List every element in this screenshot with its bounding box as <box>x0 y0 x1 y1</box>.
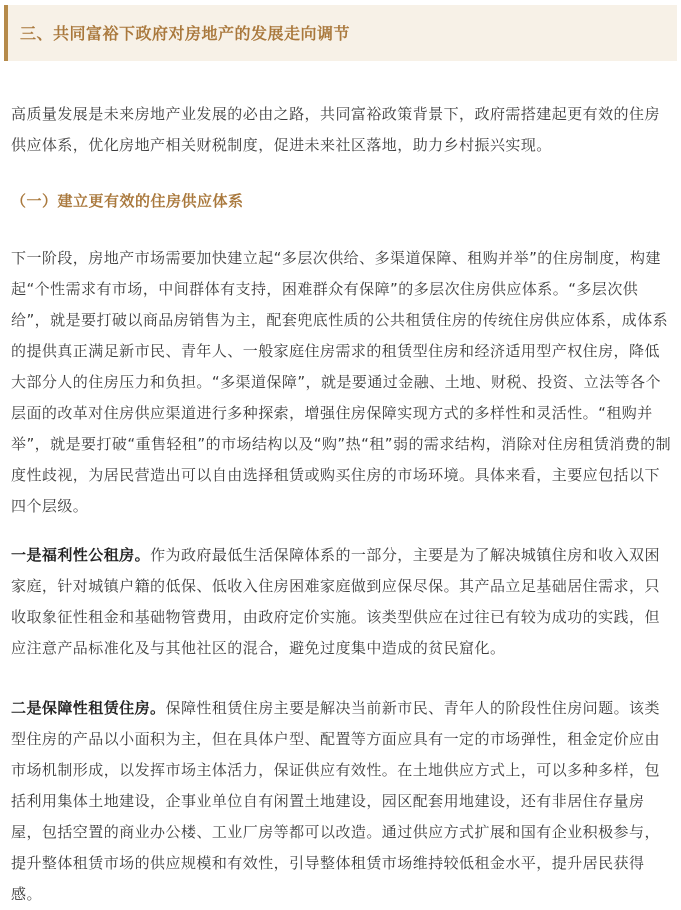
section-title: 三、共同富裕下政府对房地产的发展走向调节 <box>20 24 351 43</box>
subsection-title: （一）建立更有效的住房供应体系 <box>11 192 244 210</box>
public-rental-text: 作为政府最低生活保障体系的一部分，主要是为了解决城镇住房和收入双困家庭，针对城镇户籍的低保、低收入住房困难家庭做到应保尽保。其产品立足基础居住需求，只收取象征性租金和基础物管费用，由政府定价实施。该类型供应在过往已有较为成功的实践，但应注意产品标准化及与其他社区的混合，避免过度集中造成的贫民窟化。 <box>11 546 660 657</box>
supply-system-paragraph: 下一阶段，房地产市场需要加快建立起“多层次供给、多渠道保障、租购并举”的住房制度，构建起“个性需求有市场，中间群体有支持，困难群众有保障”的多层次住房供应体系。“多层次供给”，就是要打破以商品房销售为主，配套兜底性质的公共租赁住房的传统住房供应体系，成体系的提供真正满足新市民、青年人、一般家庭住房需求的租赁型住房和经济适用型产权住房，降低大部分人的住房压力和负担。“多渠道保障”，就是要通过金融、土地、财税、投资、立法等各个层面的改革对住房供应渠道进行多种探索，增强住房保障实现方式的多样性和灵活性。“租购并举”，就是要打破“重售轻租”的市场结构以及“购”热“租”弱的需求结构，消除对住房租赁消费的制度性歧视，为居民营造出可以自由选择租赁或购买住房的市场环境。具体来看，主要应包括以下四个层级。 <box>11 249 672 515</box>
affordable-rental-paragraph <box>11 693 674 910</box>
public-rental-paragraph <box>11 540 674 664</box>
affordable-rental-text: 保障性租赁住房主要是解决当前新市民、青年人的阶段性住房问题。该类型住房的产品以小面积为主，但在具体户型、配置等方面应具有一定的市场弹性，租金定价应由市场机制形成，以发挥市场主体活力，保证供应有效性。在土地供应方式上，可以多种多样，包括利用集体土地建设，企事业单位自有闲置土地建设，园区配套用地建设，还有非居住存量房屋，包括空置的商业办公楼、工业厂房等都可以改造。通过供应方式扩展和国有企业积极参与，提升整体租赁市场的供应规模和有效性，引导整体租赁市场维持较低租金水平，提升居民获得感。 <box>11 699 660 903</box>
affordable-rental-lead: 二是保障性租赁住房。 <box>11 699 166 717</box>
section-header <box>4 5 677 61</box>
public-rental-lead: 一是福利性公租房。 <box>11 546 151 564</box>
intro-paragraph: 高质量发展是未来房地产业发展的必由之路，共同富裕政策背景下，政府需搭建起更有效的住房供应体系，优化房地产相关财税制度，促进未来社区落地，助力乡村振兴实现。 <box>11 105 660 154</box>
